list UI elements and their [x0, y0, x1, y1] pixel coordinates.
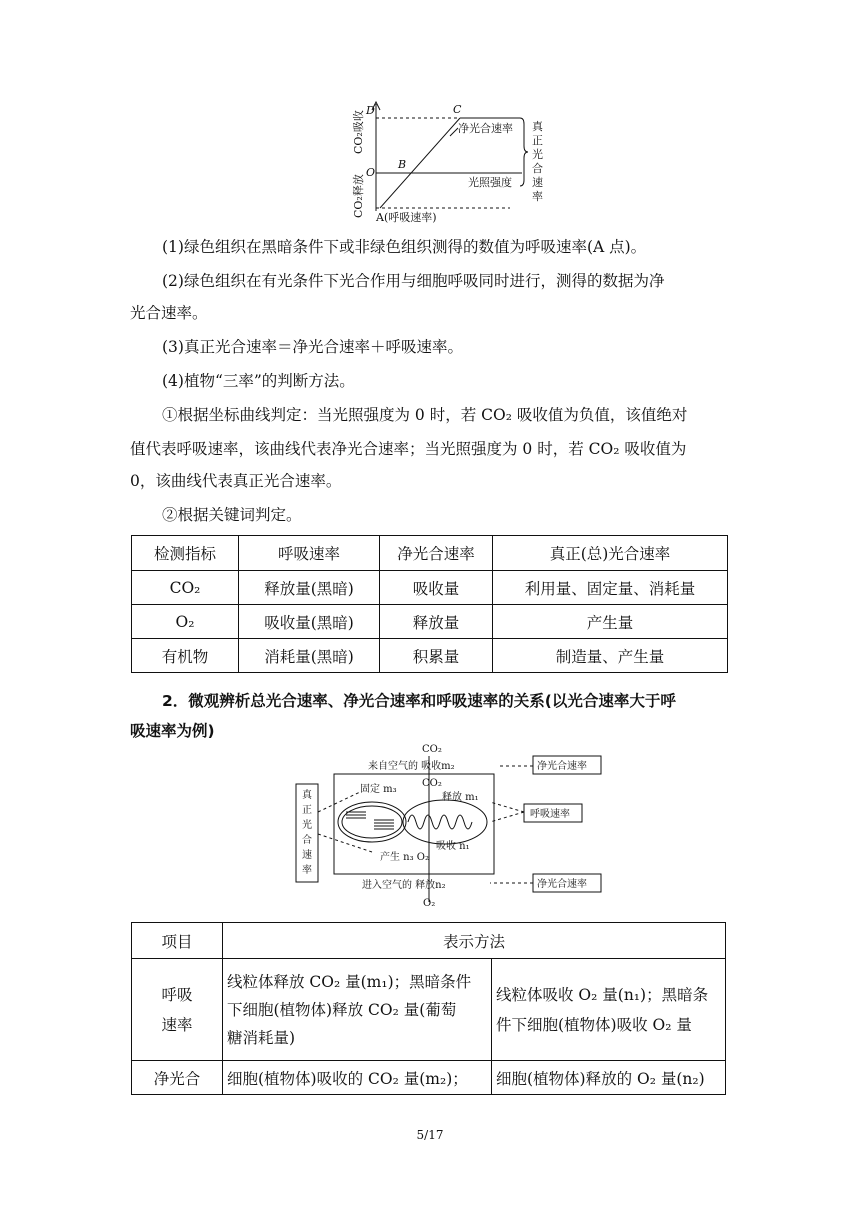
th-method: 表示方法	[223, 923, 726, 959]
th-indicator: 检测指标	[132, 536, 239, 571]
vertical-char-2: 正	[302, 805, 312, 816]
para-3: (3)真正光合速率＝净光合速率＋呼吸速率。	[162, 338, 463, 356]
table-row	[132, 1061, 726, 1095]
para-1: (1)绿色组织在黑暗条件下或非绿色组织测得的数值为呼吸速率(A 点)。	[162, 238, 647, 256]
resp-method-1	[223, 959, 492, 1061]
cell: 消耗量(黑暗)	[239, 639, 380, 673]
cell: 有机物	[132, 639, 239, 673]
x-axis-label: 光照强度	[468, 176, 512, 189]
cell: 释放量	[380, 605, 493, 639]
th-resp: 呼吸速率	[239, 536, 380, 571]
brace-char-2: 正	[532, 134, 543, 147]
co2-light-graph	[340, 96, 550, 226]
co2-top: CO₂	[422, 744, 442, 755]
net-rate-label: 净光合速率	[458, 122, 513, 135]
brace-char-6: 率	[532, 190, 543, 203]
resp-rate-box: 呼吸速率	[530, 809, 570, 820]
o2-bottom: O₂	[423, 898, 436, 909]
net-rate-box-bottom: 净光合速率	[537, 879, 587, 890]
table-row	[132, 959, 726, 1061]
row-label-net: 净光合	[132, 1061, 223, 1095]
para-4: (4)植物“三率”的判断方法。	[162, 372, 355, 390]
para-5a: ①根据坐标曲线判定：当光照强度为 0 时，若 CO₂ 吸收值为负值，该值绝对	[162, 406, 688, 424]
section-2-line-2: 吸速率为例)	[130, 722, 215, 740]
point-o: O	[366, 166, 376, 179]
brace-char-3: 光	[532, 148, 543, 161]
line: 糖消耗量)	[227, 1028, 296, 1047]
rates-table	[131, 535, 728, 673]
cell-diagram	[290, 742, 610, 910]
line: 件下细胞(植物体)吸收 O₂ 量	[496, 1015, 692, 1034]
point-d: D	[366, 104, 375, 117]
representation-table	[131, 922, 726, 1095]
brace-char-1: 真	[532, 120, 543, 133]
vertical-char-1: 真	[302, 790, 312, 801]
point-a-label: A(呼吸速率)	[376, 211, 437, 224]
absorb-label: 吸收 n₁	[436, 841, 470, 852]
cell: 吸收量(黑暗)	[239, 605, 380, 639]
page-number: 5/17	[416, 1128, 444, 1142]
para-5b: 值代表呼吸速率，该曲线代表净光合速率；当光照强度为 0 时，若 CO₂ 吸收值为	[130, 440, 687, 458]
produce-label: 产生 n₃ O₂	[380, 852, 430, 863]
vertical-char-6: 率	[302, 865, 312, 876]
into-air-label: 进入空气的 释放n₂	[362, 880, 446, 891]
table-row	[132, 639, 728, 673]
para-6: ②根据关键词判定。	[162, 506, 302, 524]
point-c: C	[453, 103, 462, 116]
th-true: 真正(总)光合速率	[493, 536, 728, 571]
table-row	[132, 605, 728, 639]
cell: 产生量	[493, 605, 728, 639]
line: 线粒体吸收 O₂ 量(n₁)；黑暗条	[496, 985, 709, 1004]
para-2b: 光合速率。	[130, 304, 208, 322]
from-air-label: 来自空气的 吸收m₂	[368, 761, 455, 772]
y-top-label: CO₂吸收	[352, 110, 365, 154]
net-method-2: 细胞(植物体)释放的 O₂ 量(n₂)	[492, 1061, 726, 1095]
cell: 吸收量	[380, 571, 493, 605]
net-method-1: 细胞(植物体)吸收的 CO₂ 量(m₂)；	[223, 1061, 492, 1095]
fix-label: 固定 m₃	[360, 784, 397, 795]
point-b: B	[398, 158, 407, 171]
line: 下细胞(植物体)释放 CO₂ 量(葡萄	[227, 1000, 457, 1019]
co2-mid: CO₂	[422, 778, 442, 789]
vertical-char-4: 合	[302, 835, 312, 846]
cell: 积累量	[380, 639, 493, 673]
section-2-line-1: 2．微观辨析总光合速率、净光合速率和呼吸速率的关系(以光合速率大于呼	[162, 692, 676, 710]
brace-char-4: 合	[532, 162, 543, 175]
net-rate-box-top: 净光合速率	[537, 761, 587, 772]
cell: 释放量(黑暗)	[239, 571, 380, 605]
vertical-char-3: 光	[302, 820, 312, 831]
cell: CO₂	[132, 571, 239, 605]
release-label: 释放 m₁	[442, 792, 479, 803]
vertical-char-5: 速	[302, 850, 312, 861]
row-label-resp-b: 速率	[161, 1015, 193, 1034]
para-2a: (2)绿色组织在有光条件下光合作用与细胞呼吸同时进行，测得的数据为净	[162, 272, 665, 290]
para-5c: 0，该曲线代表真正光合速率。	[130, 472, 342, 490]
th-net: 净光合速率	[380, 536, 493, 571]
cell: 制造量、产生量	[493, 639, 728, 673]
line: 线粒体释放 CO₂ 量(m₁)；黑暗条件	[227, 972, 472, 991]
row-label-resp	[132, 959, 223, 1061]
row-label-resp-a: 呼吸	[161, 985, 193, 1004]
brace-char-5: 速	[532, 176, 543, 189]
table-row	[132, 571, 728, 605]
th-item: 项目	[132, 923, 223, 959]
resp-method-2	[492, 959, 726, 1061]
cell: O₂	[132, 605, 239, 639]
cell: 利用量、固定量、消耗量	[493, 571, 728, 605]
y-bottom-label: CO₂释放	[352, 174, 365, 218]
